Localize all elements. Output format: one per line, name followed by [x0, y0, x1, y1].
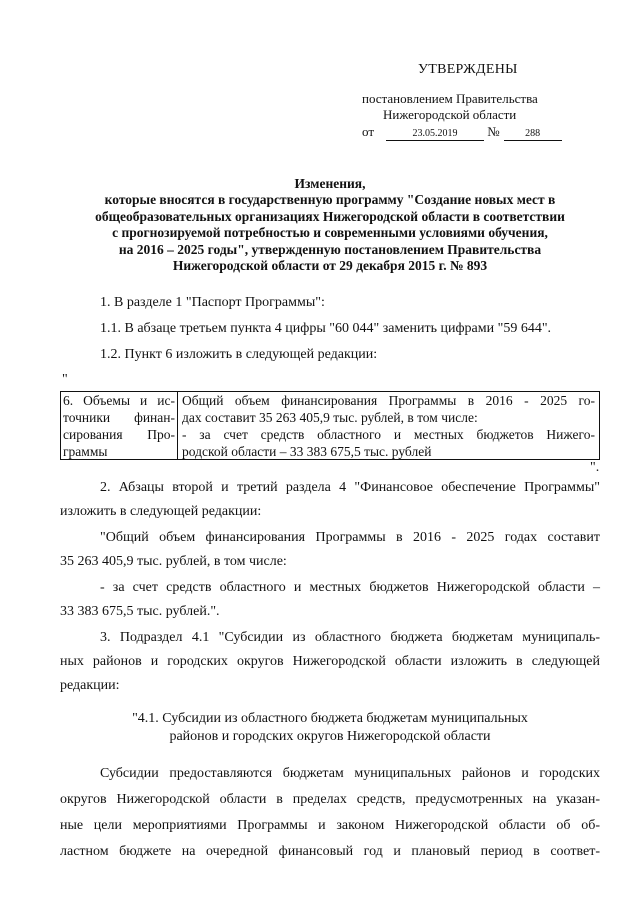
title-line: с прогнозируемой потребностью и современными условиями обучения, — [112, 225, 548, 241]
document-title — [60, 176, 600, 274]
title-line: Изменения, — [294, 176, 366, 191]
table-left-line: сирования Про- — [63, 427, 175, 442]
paragraph-line: ные цели мероприятиями Программы и законом Нижегородской области об об- — [60, 818, 600, 833]
paragraph-line: 3. Подраздел 4.1 "Субсидии из областного бюджета бюджетам муниципаль- — [100, 630, 600, 645]
title-line: которые вносятся в государственную программу "Создание новых мест в — [104, 192, 556, 208]
decree-number: 288 — [504, 128, 562, 141]
paragraph-line: округов Нижегородской области в пределах средств, предусмотренных на указан- — [60, 792, 600, 807]
paragraph-line: ластном бюджете на очередной финансовый год и плановый период в соответ- — [60, 844, 600, 859]
table-left-line: граммы — [63, 444, 108, 459]
subsection-heading-line: районов и городских округов Нижегородской области — [169, 729, 491, 744]
paragraph-line: 2. Абзацы второй и третий раздела 4 "Финансовое обеспечение Программы" — [100, 480, 600, 495]
quoted-regional — [60, 576, 600, 624]
passport-table — [60, 391, 600, 460]
decree-date: 23.05.2019 — [386, 128, 484, 141]
table-right-line: Общий объем финансирования Программы в 2016 - 2025 го- — [182, 393, 595, 408]
paragraph-3 — [60, 626, 600, 698]
paragraph-line: 33 383 675,5 тыс. рублей.". — [60, 604, 220, 619]
paragraph-line: - за счет средств областного и местных бюджетов Нижегородской области – — [100, 580, 600, 595]
decree-line-2: Нижегородской области — [383, 107, 517, 122]
paragraph-line: 35 263 405,9 тыс. рублей, в том числе: — [60, 554, 287, 569]
title-line: Нижегородской области от 29 декабря 2015 г. № 893 — [172, 258, 488, 274]
table-right-line: дах составит 35 263 405,9 тыс. рублей, в том числе: — [182, 410, 478, 425]
title-line: на 2016 – 2025 годы", утвержденную постановлением Правительства — [118, 241, 542, 257]
table-right-line: родской области – 33 383 675,5 тыс. рублей — [182, 444, 432, 459]
paragraph-line: Субсидии предоставляются бюджетам муниципальных районов и городских — [100, 766, 600, 781]
paragraph-1-2: 1.2. Пункт 6 изложить в следующей редакции: — [100, 347, 378, 362]
paragraph-1-1: 1.1. В абзаце третьем пункта 4 цифры "60 044" заменить цифрами "59 644". — [100, 321, 552, 336]
open-quote: " — [62, 372, 68, 387]
title-line: общеобразовательных организациях Нижегородской области в соответствии — [95, 208, 565, 224]
table-right-line: - за счет средств областного и местных бюджетов Нижего- — [182, 427, 595, 442]
table-left-line: 6. Объемы и ис- — [63, 393, 175, 408]
date-prefix: от — [362, 124, 375, 139]
subsidies-paragraph — [60, 761, 600, 865]
table-left-line: точники финан- — [63, 410, 175, 425]
paragraph-line: ных районов и городских округов Нижегородской области изложить в следующей — [60, 654, 600, 669]
close-quote: ". — [590, 460, 600, 475]
decree-date-number — [362, 124, 562, 141]
subsection-heading-line: "4.1. Субсидии из областного бюджета бюджетам муниципальных — [132, 711, 528, 726]
paragraph-line: изложить в следующей редакции: — [60, 504, 262, 519]
quoted-total — [60, 526, 600, 574]
approved-heading: УТВЕРЖДЕНЫ — [418, 62, 518, 77]
paragraph-line: редакции: — [60, 678, 120, 693]
decree-line-1: постановлением Правительства — [362, 91, 538, 106]
paragraph-line: "Общий объем финансирования Программы в 2016 - 2025 годах составит — [100, 530, 600, 545]
paragraph-2 — [60, 476, 600, 524]
paragraph-1: 1. В разделе 1 "Паспорт Программы": — [100, 295, 325, 310]
table-left-cell — [61, 392, 178, 459]
table-right-cell — [178, 392, 599, 459]
subsection-heading — [60, 710, 600, 746]
number-sign: № — [487, 124, 500, 139]
